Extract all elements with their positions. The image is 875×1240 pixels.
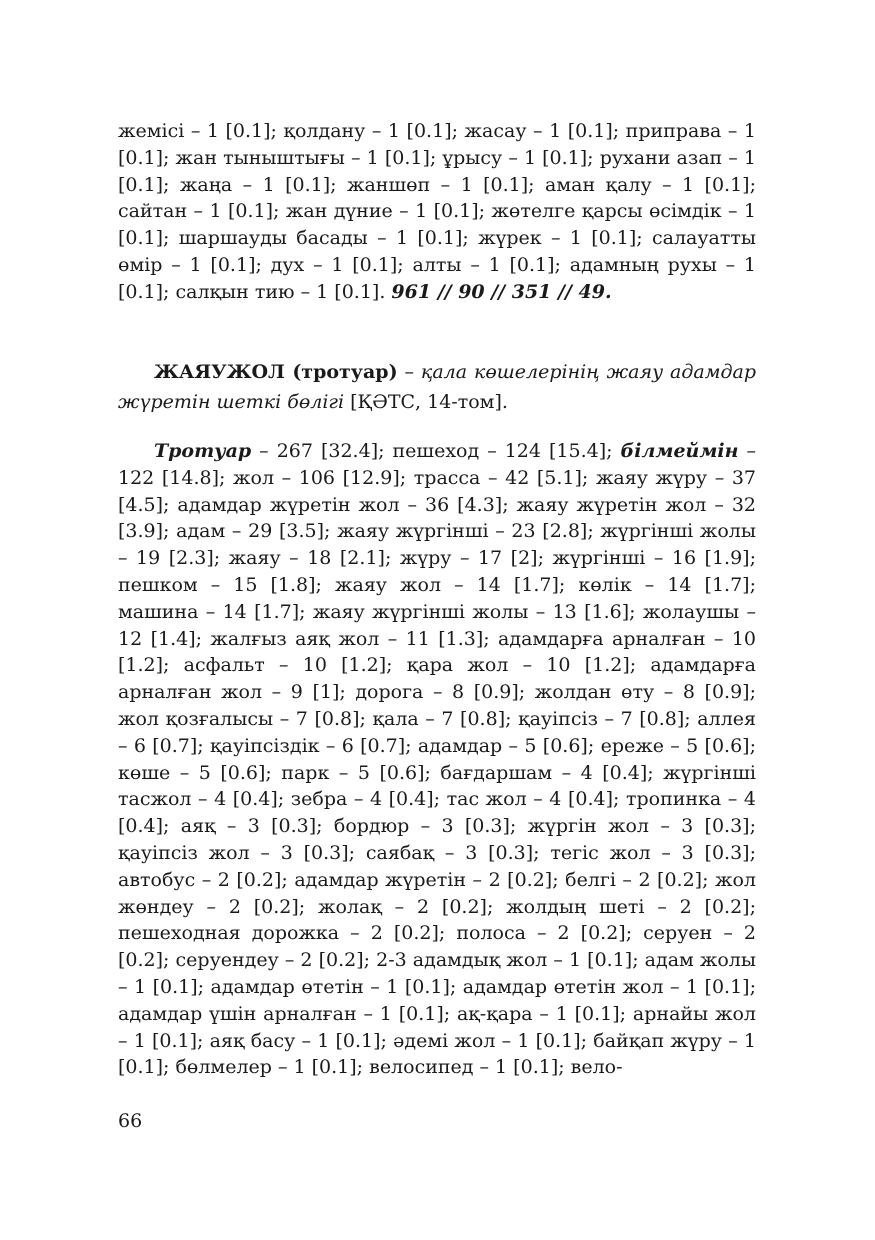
response-list-paragraph [118,438,756,1081]
stats-summary: 961 // 90 // 351 // 49. [391,280,612,303]
response-text-a: – 267 [32.4]; пешеход – 124 [15.4]; [251,440,621,462]
dictionary-entry [118,357,756,417]
page-number: 66 [118,1110,143,1132]
entry-definition: қала көшелерінің жаяу адамдар жүретін шеткі бөлігі [118,361,756,413]
entry-term: ЖАЯУЖОЛ (тротуар) [154,361,398,383]
stimulus-word: Тротуар [154,440,252,462]
entry-dash: – [397,361,421,383]
emphasized-response: білмеймін [620,440,739,462]
paragraph-continued-list [118,118,756,306]
paragraph-text: жемісі – 1 [0.1]; қолдану – 1 [0.1]; жасау – 1 [0.1]; приправа – 1 [0.1]; жан тыныштығы – 1 [0.1]; ұрысу – 1 [0.1]; рухани азап – 1 [0.1]; жаңа – 1 [0.1]; жаншөп – 1 [0.1]; аман қалу – 1 [0.1]; сайтан – 1 [0.1]; жан дүние – 1 [0.1]; жөтелге қарсы өсімдік – 1 [0.1]; шаршауды басады – 1 [0.1]; жүрек – 1 [0.1]; салауатты өмір – 1 [0.1]; дух – 1 [0.1]; алты – 1 [0.1]; адамның рухы – 1 [0.1]; салқын тию – 1 [0.1]. [118,120,756,303]
entry-source: [ҚӘТС, 14-том]. [344,391,508,413]
response-text-b: – 122 [14.8]; жол – 106 [12.9]; трасса – 42 [5.1]; жаяу жүру – 37 [4.5]; адамдар жүретін жол – 36 [4.3]; жаяу жүретін жол – 32 [3.9]; адам – 29 [3.5]; жаяу жүргінші – 23 [2.8]; жүргінші жолы – 19 [2.3]; жаяу – 18 [2.1]; жүру – 17 [2]; жүргінші – 16 [1.9]; пешком – 15 [1.8]; жаяу жол – 14 [1.7]; көлік – 14 [1.7]; машина – 14 [1.7]; жаяу жүргінші жолы – 13 [1.6]; жолаушы – 12 [1.4]; жалғыз аяқ жол – 11 [1.3]; адамдарға арналған – 10 [1.2]; асфальт – 10 [1.2]; қара жол – 10 [1.2]; адамдарға арналған жол – 9 [1]; дорога – 8 [0.9]; жолдан өту – 8 [0.9]; жол қозғалысы – 7 [0.8]; қала – 7 [0.8]; қауіпсіз – 7 [0.8]; аллея – 6 [0.7]; қауіпсіздік – 6 [0.7]; адамдар – 5 [0.6]; ереже – 5 [0.6]; көше – 5 [0.6]; парк – 5 [0.6]; бағдаршам – 4 [0.4]; жүргінші тасжол – 4 [0.4]; зебра – 4 [0.4]; тас жол – 4 [0.4]; тропинка – 4 [0.4]; аяқ – 3 [0.3]; бордюр – 3 [0.3]; жүргін жол – 3 [0.3]; қауіпсіз жол – 3 [0.3]; саябақ – 3 [0.3]; тегіс жол – 3 [0.3]; автобус – 2 [0.2]; адамдар жүретін – 2 [0.2]; белгі – 2 [0.2]; жол жөндеу – 2 [0.2]; жолақ – 2 [0.2]; жолдың шеті – 2 [0.2]; пешеходная дорожка – 2 [0.2]; полоса – 2 [0.2]; серуен – 2 [0.2]; серуендеу – 2 [0.2]; 2-3 адамдық жол – 1 [0.1]; адам жолы – 1 [0.1]; адамдар өтетін – 1 [0.1]; адамдар өтетін жол – 1 [0.1]; адамдар үшін арналған – 1 [0.1]; ақ-қара – 1 [0.1]; арнайы жол – 1 [0.1]; аяқ басу – 1 [0.1]; әдемі жол – 1 [0.1]; байқап жүру – 1 [0.1]; бөлмелер – 1 [0.1]; велосипед – 1 [0.1]; вело- [118,440,756,1079]
